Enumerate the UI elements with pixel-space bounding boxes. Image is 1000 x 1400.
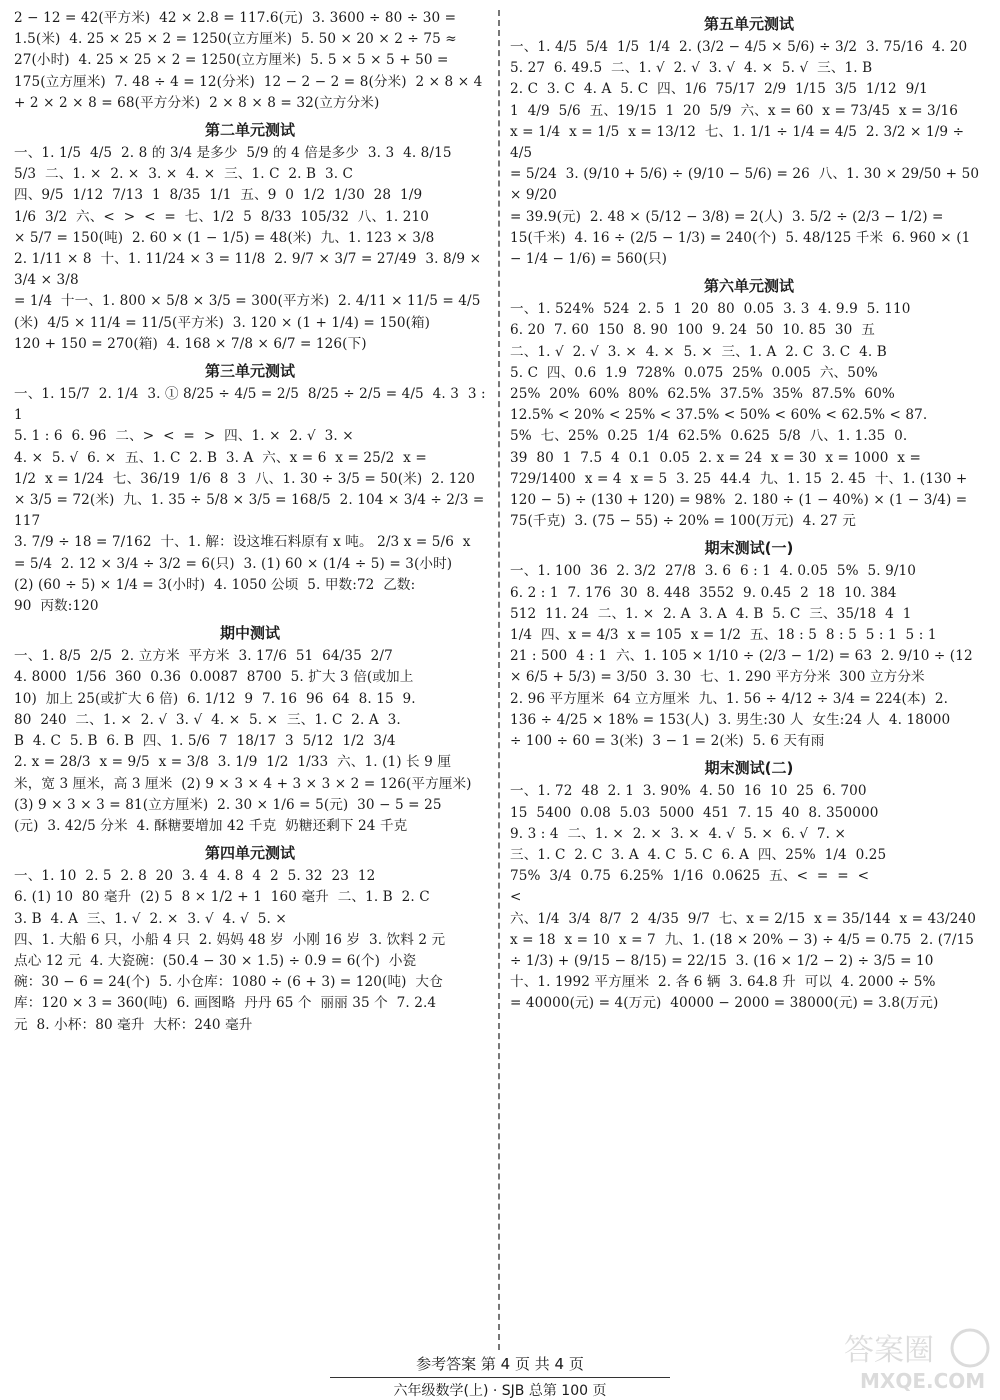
answer-line: 一、1. 10 2. 5 2. 8 20 3. 4 4. 8 4 2 5. 32 23 12: [14, 868, 376, 885]
answer-line: 2. x = 28/3 x = 9/5 x = 3/8 3. 1/9 1/2 1/33 六、1. (1) 长 9 厘: [14, 754, 452, 771]
answer-line: 1/4 四、x = 4/3 x = 105 x = 1/2 五、18 : 5 8 : 5 5 : 1 5 : 1: [510, 627, 937, 644]
watermark-logo: [842, 1324, 992, 1394]
answer-line: × 3/5 = 72(米) 九、1. 35 ÷ 5/8 × 3/5 = 168/5 2. 104 × 3/4 ÷ 2/3 = 117: [14, 492, 489, 530]
answer-line: 120 − 5) ÷ (130 + 120) = 98% 2. 180 ÷ (1 − 40%) × (1 − 3/4) =: [510, 492, 968, 509]
section-title: 期末测试(一): [704, 539, 794, 558]
answer-line: 2. C 3. C 4. A 5. C 四、1/6 75/17 2/9 1/15 3/5 1/12 9/1: [510, 81, 928, 98]
answer-line: 15(千米) 4. 16 ÷ (2/5 − 1/3) = 240(个) 5. 48/125 千米 6. 960 × (1: [510, 229, 971, 246]
unit-6-test: [510, 275, 988, 532]
answer-line: 136 ÷ 4/25 × 18% = 153(人) 3. 男生:30 人 女生:24 人 4. 18000: [510, 711, 951, 728]
answer-line: 15 5400 0.08 5.03 5000 451 7. 15 40 8. 350000: [510, 804, 879, 821]
footer-rule: [330, 1377, 670, 1378]
answer-line: 点心 12 元 4. 大瓷碗：(50.4 − 30 × 1.5) ÷ 0.9 = 6(个) 小瓷: [14, 952, 417, 969]
unit-2-test: [14, 119, 486, 355]
answer-line: 2. 96 平方厘米 64 立方厘米 九、1. 56 ÷ 4/12 ÷ 3/4 = 224(本) 2.: [510, 690, 948, 707]
unit-4-test: [14, 842, 486, 1036]
midterm-test: [14, 622, 486, 837]
answer-line: = 39.9(元) 2. 48 × (5/12 − 3/8) = 2(人) 3. 5/2 ÷ (2/3 − 1/2) =: [510, 208, 944, 225]
answer-line: x = 18 x = 10 x = 7 九、1. (18 × 20% − 3) ÷ 4/5 = 0.75 2. (7/15: [510, 931, 975, 948]
answer-line: ÷ 100 ÷ 60 = 3(米) 3 − 1 = 2(米) 5. 6 天有雨: [510, 733, 825, 750]
section-title: 第三单元测试: [204, 362, 295, 381]
answer-line: 库：120 × 3 = 360(吨) 6. 画图略 丹丹 65 个 丽丽 35 个 7. 2.4: [14, 995, 437, 1012]
answer-line: 十、1. 1992 平方厘米 2. 各 6 辆 3. 64.8 升 可以 4. 2000 ÷ 5%: [510, 974, 936, 991]
answer-line: 三、1. C 2. C 3. A 4. C 5. C 6. A 四、25% 1/4 0.25: [510, 846, 887, 863]
answer-line: 5% 七、25% 0.25 1/4 62.5% 0.625 5/8 八、1. 1.35 0.: [510, 428, 908, 445]
final-test-2: [510, 757, 988, 1014]
answer-line: 12.5% < 20% < 25% < 37.5% < 50% < 60% < 62.5% < 87.: [510, 407, 928, 424]
answer-line: ÷ 1/3) + (9/15 − 8/15) = 22/15 3. (16 × 1/2 − 2) ÷ 3/5 = 10: [510, 952, 934, 969]
answer-line: = 5/4 2. 12 × 3/4 ÷ 3/2 = 6(只) 3. (1) 60 × (1/4 ÷ 5) = 3(小时): [14, 555, 453, 572]
answer-line: 2. 1/11 × 8 十、1. 11/24 × 3 = 11/8 2. 9/7 × 3/7 = 27/49 3. 8/9 × 3/4 × 3/8: [14, 251, 486, 289]
answer-line: 39 80 1 7.5 4 0.1 0.05 2. x = 24 x = 30 x = 1000 x =: [510, 449, 921, 466]
answer-line: 512 11. 24 二、1. × 2. A 3. A 4. B 5. C 三、35/18 4 1: [510, 605, 912, 622]
answer-line: 6. 20 7. 60 150 8. 90 100 9. 24 50 10. 85 30 五: [510, 322, 875, 339]
answer-line: 4. 8000 1/56 360 0.36 0.0087 8700 5. 扩大 3 倍(或加上: [14, 669, 414, 686]
answer-line: = 1/4 十一、1. 800 × 5/8 × 3/5 = 300(平方米) 2. 4/11 × 11/5 = 4/5: [14, 293, 481, 310]
answer-line: 80 240 二、1. × 2. √ 3. √ 4. × 5. × 三、1. C 2. A 3.: [14, 711, 401, 728]
final-test-1: [510, 537, 988, 752]
answer-line: 一、1. 8/5 2/5 2. 立方米 平方米 3. 17/6 51 64/35 2/7: [14, 648, 393, 665]
answer-line: 碗：30 − 6 = 24(个) 5. 小仓库：1080 ÷ (6 + 3) = 120(吨) 大仓: [14, 974, 443, 991]
answer-line: 六、1/4 3/4 8/7 2 4/35 9/7 七、x = 2/15 x = 35/144 x = 43/240: [510, 910, 976, 927]
answer-line: 4. × 5. √ 6. × 五、1. C 2. B 3. A 六、x = 6 x = 25/2 x =: [14, 449, 427, 466]
answer-line: 9. 3 : 4 二、1. × 2. × 3. × 4. √ 5. × 6. √ 7. ×: [510, 825, 847, 842]
unit-5-test: [510, 13, 988, 270]
answer-line: 一、1. 524% 524 2. 5 1 20 80 0.05 3. 3 4. 9.9 5. 110: [510, 301, 911, 318]
section-title: 第六单元测试: [703, 277, 794, 296]
answer-line: 一、1. 15/7 2. 1/4 3. ① 8/25 ÷ 4/5 = 2/5 8/25 ÷ 2/5 = 4/5 4. 3 3 : 1: [14, 386, 491, 424]
section-title: 第二单元测试: [204, 121, 295, 140]
unit-3-test: [14, 360, 491, 617]
answer-line: 5/3 二、1. × 2. × 3. × 4. × 三、1. C 2. B 3. C: [14, 166, 354, 183]
answer-line: 75(千克) 3. (75 − 55) ÷ 20% = 100(万元) 4. 27 元: [510, 513, 856, 530]
section-title: 第五单元测试: [703, 15, 794, 33]
answer-line: (2) (60 ÷ 5) × 1/4 = 3(小时) 4. 1050 公顷 5. 甲数:72 乙数:: [14, 576, 416, 593]
section-title: 第四单元测试: [204, 844, 295, 863]
answer-line: 10) 加上 25(或扩大 6 倍) 6. 1/12 9 7. 16 96 64 8. 15 9.: [14, 690, 416, 707]
answer-line: 21 : 500 4 : 1 六、1. 105 × 1/10 ÷ (2/3 − 1/2) = 63 2. 9/10 ÷ (12: [510, 648, 973, 665]
answer-line: 75% 3/4 0.75 6.25% 1/16 0.0625 五、< = = <: [510, 868, 870, 885]
answer-line: 米，宽 3 厘米，高 3 厘米 (2) 9 × 3 × 4 + 3 × 3 × 2 = 126(平方厘米): [14, 775, 472, 792]
answer-line: 1/6 3/2 六、< > < = 七、1/2 5 8/33 105/32 八、1. 210: [14, 208, 430, 225]
answer-line: 5. 1 : 6 6. 96 二、> < = > 四、1. × 2. √ 3. ×: [14, 428, 354, 445]
answer-line: (米) 4/5 × 11/4 = 11/5(平方米) 3. 120 × (1 + 1/4) = 150(箱): [14, 314, 431, 331]
answer-line: = 40000(元) = 4(万元) 40000 − 2000 = 38000(元) = 3.8(万元): [510, 995, 939, 1012]
answer-line: = 5/24 3. (9/10 + 5/6) ÷ (9/10 − 5/6) = 26 八、1. 30 × 29/50 + 50 × 9/20: [510, 166, 984, 204]
column-divider: [498, 10, 500, 1350]
answer-line: 120 + 150 = 270(箱) 4. 168 × 7/8 × 6/7 = 126(下): [14, 335, 367, 352]
answer-line: 四、1. 大船 6 只，小船 4 只 2. 妈妈 48 岁 小刚 16 岁 3. 饮料 2 元: [14, 931, 446, 948]
answer-line: 5. 27 6. 49.5 二、1. √ 2. √ 3. √ 4. × 5. √ 三、1. B: [510, 60, 873, 77]
section-title: 期末测试(二): [704, 759, 794, 778]
answer-line: 3. B 4. A 三、1. √ 2. × 3. √ 4. √ 5. ×: [14, 910, 287, 927]
answer-line: 3. 7/9 ÷ 18 = 7/162 十、1. 解：设这堆石料原有 x 吨。 2/3 x = 5/6 x: [14, 534, 471, 551]
left-column: [14, 8, 491, 1036]
answer-line: × 5/7 = 150(吨) 2. 60 × (1 − 1/5) = 48(米) 九、1. 123 × 3/8: [14, 229, 435, 246]
right-column: [510, 8, 988, 1015]
answer-line: − 1/4 − 1/6) = 560(只): [510, 251, 668, 268]
watermark-url: MXQE.COM: [860, 1369, 986, 1393]
section-title: 期中测试: [219, 624, 280, 643]
answer-line: 元 8. 小杯：80 毫升 大杯：240 毫升: [14, 1016, 253, 1033]
watermark-text: 答案圈: [844, 1333, 934, 1368]
answer-line: x = 1/4 x = 1/5 x = 13/12 七、1. 1/1 ÷ 1/4 = 4/5 2. 3/2 × 1/9 ÷ 4/5: [510, 123, 969, 162]
answer-line: B 4. C 5. B 6. B 四、1. 5/6 7 18/17 3 5/12 1/2 3/4: [14, 733, 396, 750]
answer-line: 二、1. √ 2. √ 3. × 4. × 5. × 三、1. A 2. C 3. C 4. B: [510, 343, 887, 360]
answer-line: 90 丙数:120: [14, 598, 99, 615]
answer-line: (3) 9 × 3 × 3 = 81(立方厘米) 2. 30 × 1/6 = 5(元) 30 − 5 = 25: [14, 796, 442, 813]
answer-line: 729/1400 x = 4 x = 5 3. 25 44.4 九、1. 15 2. 45 十、1. (130 +: [510, 470, 968, 487]
watermark-circle-icon: [952, 1330, 988, 1366]
intro-line: 2 − 12 = 42(平方米) 42 × 2.8 = 117.6(元) 3. 3600 ÷ 80 ÷ 30 = 1.5(米) 4. 25 × 25 × 2 = 1250(立方厘米) 5. 50 × 20 × 2 ÷ 75 ≈ 27(小时) 4. 25 × 25 × 2 = 1250(立方厘米) 5. 5 × 5 × 5 + 50 = 175(立方厘米) 7. 48 ÷ 4 = 12(分米) 12 − 2 − 2 = 8(分米) 2 × 8 × 4 + 2 × 2 × 8 = 68(平方分米) 2 × 8 × 8 = 32(立方分米): [14, 10, 487, 111]
answer-line: 25% 20% 60% 80% 62.5% 37.5% 35% 87.5% 60%: [510, 386, 895, 403]
answer-line: 一、1. 1/5 4/5 2. 8 的 3/4 是多少 5/9 的 4 倍是多少 3. 3 4. 8/15: [14, 145, 452, 162]
answer-line: <: [510, 889, 522, 906]
answer-line: (元) 3. 42/5 分米 4. 酥糖要增加 42 千克 奶糖还剩下 24 千克: [14, 817, 408, 834]
footer-page-info: 参考答案 第 4 页 共 4 页: [416, 1355, 584, 1373]
answer-line: 6. (1) 10 80 毫升 (2) 5 8 × 1/2 + 1 160 毫升 二、1. B 2. C: [14, 889, 430, 906]
answer-line: 1 4/9 5/6 五、19/15 1 20 5/9 六、x = 60 x = 73/45 x = 3/16: [510, 102, 958, 119]
answer-line: 一、1. 100 36 2. 3/2 27/8 3. 6 6 : 1 4. 0.05 5% 5. 9/10: [510, 563, 917, 580]
answer-line: 四、9/5 1/12 7/13 1 8/35 1/1 五、9 0 1/2 1/30 28 1/9: [14, 187, 423, 204]
answer-line: 一、1. 72 48 2. 1 3. 90% 4. 50 16 10 25 6. 700: [510, 783, 867, 800]
footer-book-info: 六年级数学(上) · SJB 总第 100 页: [393, 1383, 607, 1399]
answer-line: 6. 2 : 1 7. 176 30 8. 448 3552 9. 0.45 2 18 10. 384: [510, 584, 897, 601]
answer-line: × 6/5 + 5/3) = 3/50 3. 30 七、1. 290 平方分米 300 立方分米: [510, 669, 925, 686]
answer-line: 一、1. 4/5 5/4 1/5 1/4 2. (3/2 − 4/5 × 5/6) ÷ 3/2 3. 75/16 4. 20: [510, 39, 968, 55]
answer-line: 5. C 四、0.6 1.9 728% 0.075 25% 0.005 六、50%: [510, 364, 878, 381]
answer-line: 1/2 x = 1/24 七、36/19 1/6 8 3 八、1. 30 ÷ 3/5 = 50(米) 2. 120: [14, 470, 475, 487]
